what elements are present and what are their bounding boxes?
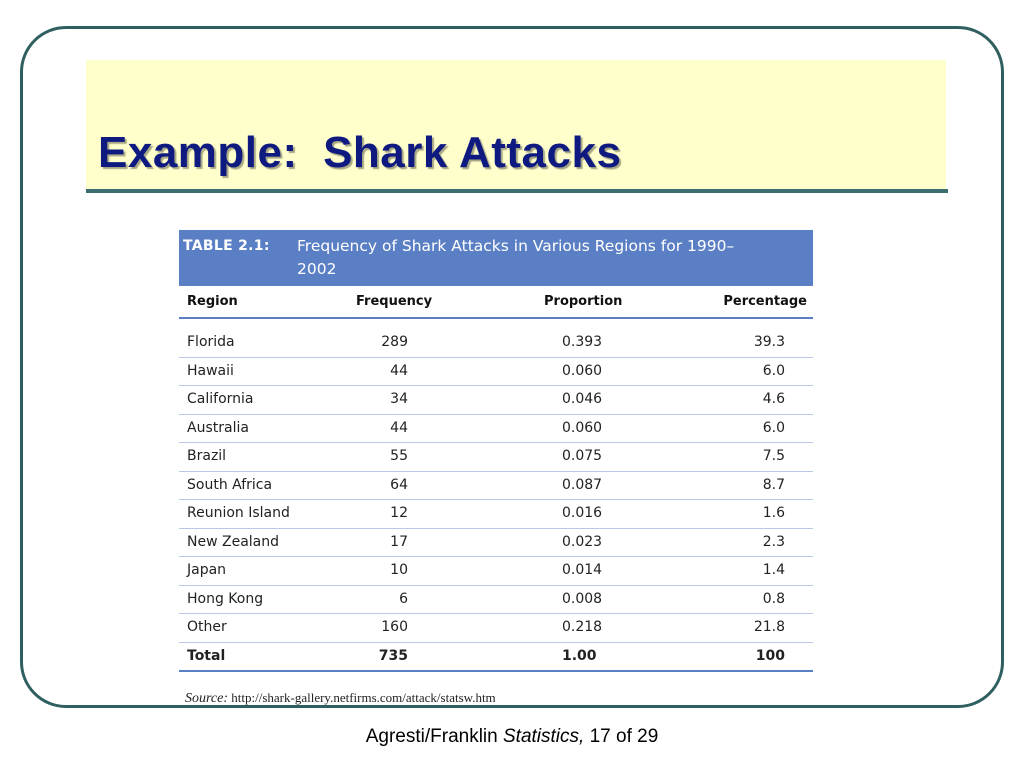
cell-proportion: 0.087 bbox=[562, 476, 603, 493]
cell-proportion: 0.016 bbox=[562, 505, 603, 521]
table-row bbox=[179, 329, 813, 358]
title-divider bbox=[86, 189, 948, 193]
table-header-row bbox=[179, 289, 813, 319]
cell-percentage: 7.5 bbox=[762, 448, 785, 464]
cell-proportion: 0.218 bbox=[562, 619, 603, 635]
cell-region: Japan bbox=[187, 562, 227, 578]
cell-frequency: 289 bbox=[381, 334, 408, 350]
cell-frequency: 10 bbox=[390, 562, 408, 578]
cell-frequency: 34 bbox=[390, 391, 408, 407]
cell-region: Hawaii bbox=[187, 362, 234, 379]
cell-region: South Africa bbox=[187, 476, 273, 493]
cell-region: New Zealand bbox=[187, 533, 279, 550]
total-frequency: 735 bbox=[378, 647, 408, 664]
cell-frequency: 44 bbox=[390, 419, 408, 436]
footer-authors: Agresti/Franklin bbox=[365, 726, 498, 747]
slide-footer bbox=[0, 726, 1024, 748]
cell-frequency: 6 bbox=[399, 590, 408, 607]
total-proportion: 1.00 bbox=[562, 647, 597, 664]
cell-percentage: 39.3 bbox=[753, 334, 785, 350]
cell-percentage: 6.0 bbox=[762, 419, 785, 436]
cell-proportion: 0.046 bbox=[562, 391, 603, 407]
cell-proportion: 0.075 bbox=[562, 448, 603, 464]
source-label: Source: bbox=[185, 691, 229, 706]
table-label: TABLE 2.1: bbox=[183, 238, 270, 254]
cell-frequency: 44 bbox=[390, 362, 408, 379]
cell-percentage: 1.4 bbox=[762, 562, 785, 578]
cell-region: Other bbox=[187, 619, 227, 635]
table-row bbox=[179, 500, 813, 529]
cell-percentage: 1.6 bbox=[762, 505, 785, 521]
cell-proportion: 0.060 bbox=[562, 419, 603, 436]
table-row bbox=[179, 472, 813, 501]
cell-proportion: 0.060 bbox=[562, 362, 603, 379]
cell-region: Florida bbox=[187, 334, 235, 350]
table-body bbox=[179, 329, 813, 643]
total-label: Total bbox=[187, 647, 226, 664]
col-header-frequency: Frequency bbox=[356, 294, 433, 309]
footer-page-number: 17 of 29 bbox=[589, 726, 659, 747]
cell-frequency: 12 bbox=[390, 505, 408, 521]
cell-frequency: 17 bbox=[390, 533, 408, 550]
cell-proportion: 0.008 bbox=[562, 590, 603, 607]
cell-frequency: 160 bbox=[381, 619, 408, 635]
table-row bbox=[179, 358, 813, 387]
table-row bbox=[179, 386, 813, 415]
shark-attack-table bbox=[179, 230, 813, 707]
cell-frequency: 64 bbox=[390, 476, 408, 493]
cell-region: Hong Kong bbox=[187, 590, 264, 607]
table-row bbox=[179, 529, 813, 558]
cell-percentage: 4.6 bbox=[762, 391, 785, 407]
cell-region: Australia bbox=[187, 419, 249, 436]
col-header-percentage: Percentage bbox=[723, 294, 807, 309]
table-caption-bar bbox=[179, 230, 813, 286]
total-percentage: 100 bbox=[755, 647, 785, 664]
table-total-row bbox=[179, 643, 813, 673]
table-row bbox=[179, 614, 813, 643]
cell-proportion: 0.393 bbox=[562, 334, 603, 350]
table-row bbox=[179, 415, 813, 444]
col-header-region: Region bbox=[187, 294, 238, 309]
cell-region: Brazil bbox=[187, 448, 227, 464]
table-row bbox=[179, 557, 813, 586]
cell-percentage: 0.8 bbox=[762, 590, 785, 607]
cell-proportion: 0.014 bbox=[562, 562, 603, 578]
cell-proportion: 0.023 bbox=[562, 533, 603, 550]
cell-percentage: 2.3 bbox=[762, 533, 785, 550]
cell-percentage: 8.7 bbox=[762, 476, 785, 493]
cell-frequency: 55 bbox=[390, 448, 408, 464]
slide-title: Example: Shark Attacks bbox=[98, 128, 622, 177]
table-caption: Frequency of Shark Attacks in Various Regions for 1990–2002 bbox=[297, 237, 735, 278]
table-row bbox=[179, 443, 813, 472]
cell-region: California bbox=[187, 391, 254, 407]
col-header-proportion: Proportion bbox=[544, 294, 623, 309]
cell-percentage: 6.0 bbox=[762, 362, 785, 379]
cell-percentage: 21.8 bbox=[753, 619, 785, 635]
source-url: http://shark-gallery.netfirms.com/attack/statsw.htm bbox=[231, 690, 496, 705]
footer-book-title: Statistics, bbox=[503, 726, 585, 747]
table-source bbox=[185, 690, 813, 707]
table-row bbox=[179, 586, 813, 615]
cell-region: Reunion Island bbox=[187, 505, 290, 521]
